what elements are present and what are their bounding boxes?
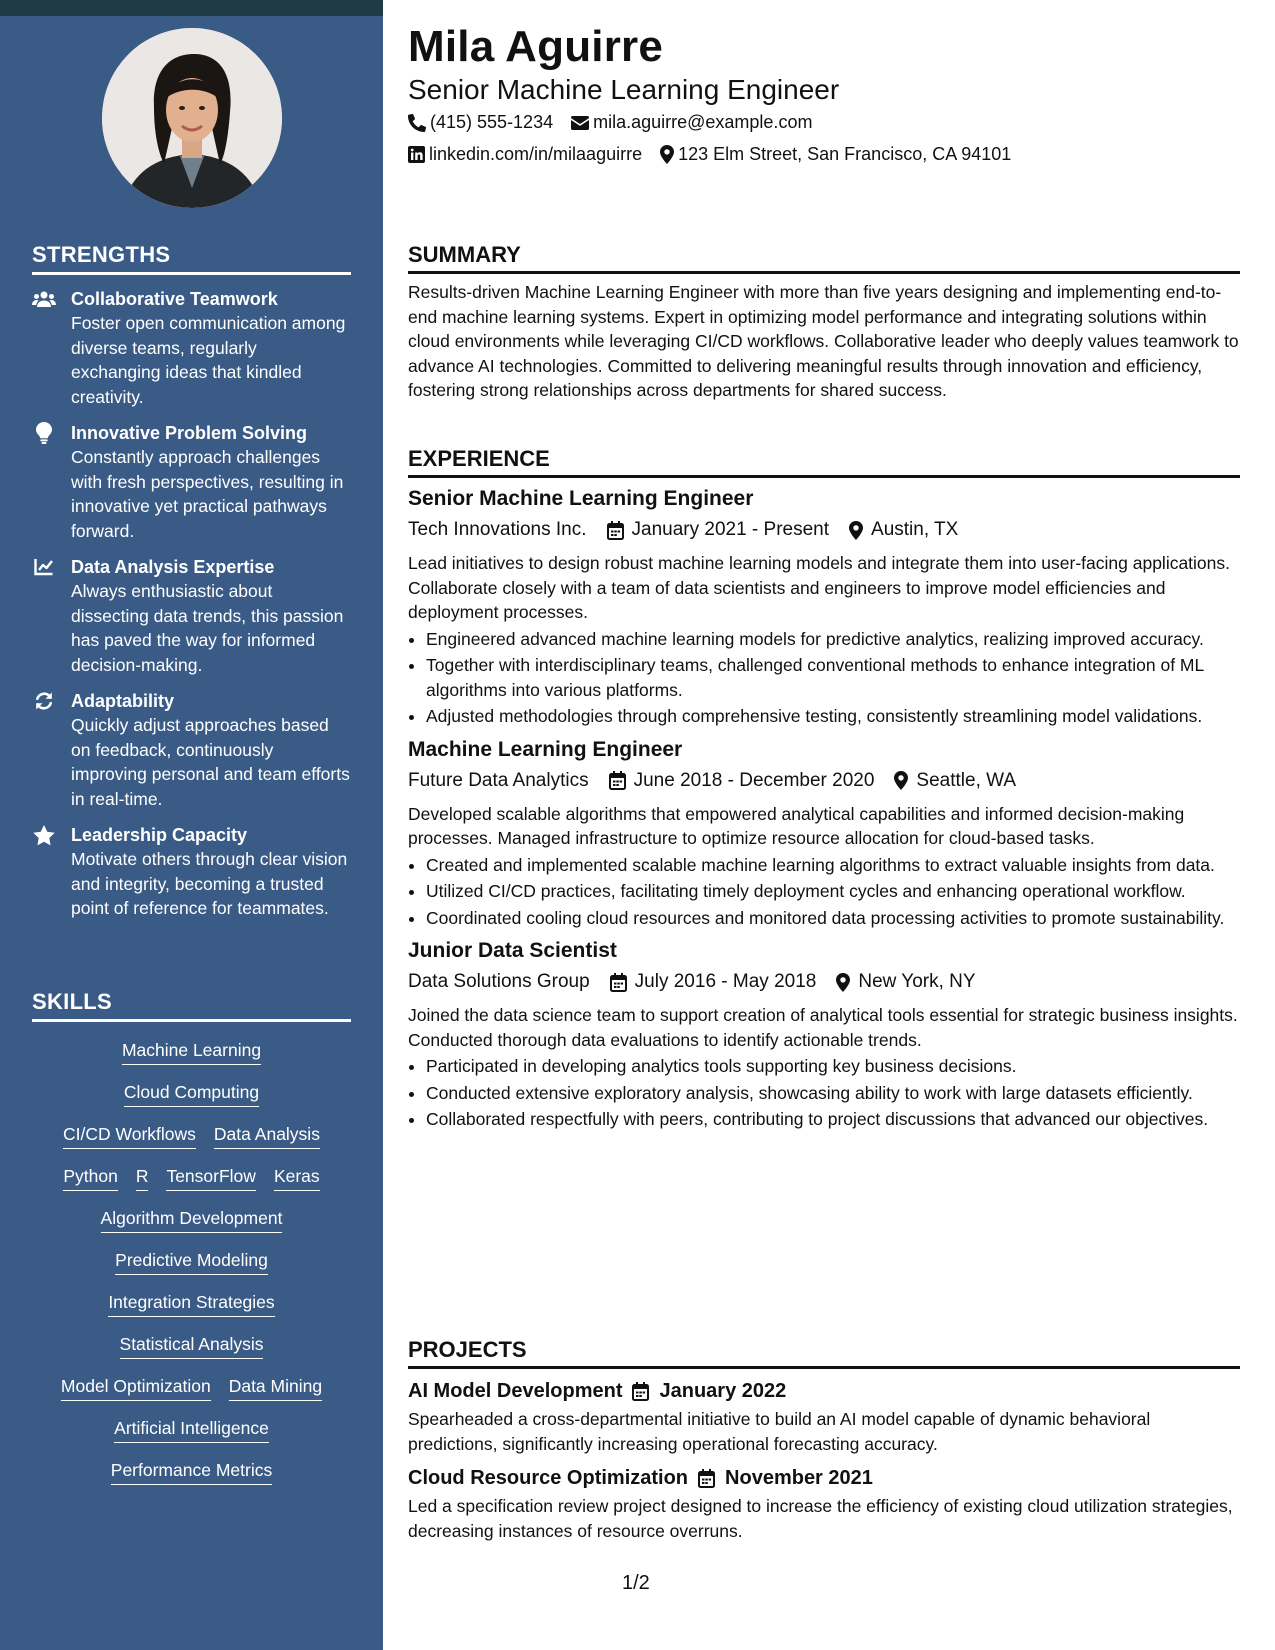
skill-tag: Python [63,1164,117,1191]
job-dates: January 2021 - Present [631,519,830,540]
star-icon [32,824,56,846]
linkedin-icon [408,146,425,163]
job-meta [408,967,1240,997]
skill-row [124,1080,259,1107]
chart-line-icon [32,556,56,578]
job-company: Tech Innovations Inc. [408,519,587,540]
skill-row [120,1332,264,1359]
strength-description: Quickly adjust approaches based on feedback, continuously improving personal and team efforts in real-time. [71,715,350,809]
project-title: AI Model Development [408,1380,623,1402]
list-item: • Engineered advanced machine learning models for predictive analytics, realizing improved accuracy. [426,627,1240,652]
sidebar-top-bar [0,0,383,16]
list-item: • Coordinated cooling cloud resources and monitored data processing activities to promote sustainability. [426,906,1240,931]
job-meta [408,766,1240,796]
list-item: • Conducted extensive exploratory analysis, showcasing ability to work with large datasets efficiently. [426,1081,1240,1106]
job-entry [408,485,1240,729]
strength-item [32,823,351,921]
project-header [408,1377,1240,1405]
job-meta [408,515,1240,545]
sync-icon [32,690,56,712]
skill-tag: Artificial Intelligence [114,1416,269,1443]
list-item: • Collaborated respectfully with peers, contributing to project discussions that advanced our objectives. [426,1107,1240,1132]
contact-row [408,112,812,133]
project-entry [408,1377,1240,1456]
calendar-icon [607,521,624,540]
project-date: January 2022 [659,1380,787,1402]
summary-section [408,242,1240,403]
strength-description: Always enthusiastic about dissecting data trends, this passion has paved the way for informed decision-making. [71,581,344,675]
strength-item [32,555,351,677]
sidebar [0,16,383,1650]
strength-description: Motivate others through clear vision and integrity, becoming a trusted point of reference for teammates. [71,849,348,918]
list-item: • Participated in developing analytics tools supporting key business decisions. [426,1054,1240,1079]
skill-row [63,1164,319,1191]
strength-title: Leadership Capacity [71,825,248,845]
strength-description: Constantly approach challenges with fresh perspectives, resulting in innovative yet practical pathways forward. [71,447,344,541]
skill-tag: Statistical Analysis [120,1332,264,1359]
skill-tag: Predictive Modeling [115,1248,268,1275]
skill-tag: Machine Learning [122,1038,261,1065]
contact-email [571,112,812,133]
map-marker-icon [894,771,908,790]
strength-item [32,689,351,811]
job-role: Machine Learning Engineer [408,737,683,761]
skill-row [115,1248,268,1275]
skill-tag: R [136,1164,149,1191]
skill-tag: Model Optimization [61,1374,211,1401]
email-link[interactable]: mila.aguirre@example.com [593,112,813,132]
project-entry [408,1464,1240,1543]
contact-row [408,144,1011,165]
skill-tag: Performance Metrics [111,1458,272,1485]
job-company: Future Data Analytics [408,769,589,791]
linkedin-link[interactable]: linkedin.com/in/milaaguirre [429,144,643,164]
strength-title: Adaptability [71,691,175,711]
map-marker-icon [660,145,674,164]
address-text: 123 Elm Street, San Francisco, CA 94101 [678,144,1012,164]
strength-title: Innovative Problem Solving [71,423,308,443]
job-entry [408,937,1240,1132]
job-entry [408,736,1240,931]
job-bullets [426,1054,1240,1132]
summary-text: Results-driven Machine Learning Engineer with more than five years designing and implementing end-to-end machine learning systems. Expert in optimizing model performance and integrating solutions within cloud environments while leveraging CI/CD workflows. Collaborative leader who deeply values teamwork to advance AI technologies. Committed to delivering meaningful results through innovation and efficiency, fostering strong relationships across departments for shared success. [408,282,1239,400]
map-marker-icon [849,521,863,540]
skills-heading: SKILLS [32,989,351,1022]
strength-item [32,421,351,543]
list-item: • Together with interdisciplinary teams, challenged conventional methods to enhance integration of ML algorithms into various platforms. [426,653,1240,702]
experience-section [408,446,1240,1132]
skill-tag: Data Analysis [214,1122,320,1149]
skill-row [122,1038,261,1065]
job-role: Senior Machine Learning Engineer [408,487,754,510]
skill-tag: Data Mining [229,1374,322,1401]
projects-section [408,1337,1240,1543]
strengths-section [32,242,351,921]
job-description: Lead initiatives to design robust machine learning models and integrate them into user-facing applications. Collaborate closely with a team of data scientists and engineers to improve model efficiencies and deployment processes. [408,553,1231,622]
skill-row [114,1416,269,1443]
job-description: Developed scalable algorithms that empowered analytical capabilities and informed decision-making processes. Managed infrastructure to optimize resource allocation for cloud-based tasks. [408,803,1185,848]
skill-tag: Keras [274,1164,320,1191]
list-item: • Created and implemented scalable machine learning algorithms to extract valuable insights from data. [426,853,1240,878]
phone-icon [408,114,426,132]
contact-address [660,144,1011,165]
skill-tag: CI/CD Workflows [63,1122,196,1149]
project-title: Cloud Resource Optimization [408,1467,689,1489]
strengths-heading: STRENGTHS [32,242,351,275]
strength-description: Foster open communication among diverse teams, regularly exchanging ideas that kindled creativity. [71,313,346,407]
calendar-icon [632,1382,649,1401]
skills-section [32,989,351,1485]
skill-tag: Integration Strategies [108,1290,274,1317]
job-dates: June 2018 - December 2020 [633,769,875,791]
skill-row [61,1374,322,1401]
calendar-icon [698,1469,715,1488]
strength-item [32,287,351,409]
project-description: Spearheaded a cross-departmental initiative to build an AI model capable of dynamic behavioral predictions, significantly increasing operational forecasting accuracy. [408,1409,1151,1454]
job-location: Seattle, WA [916,769,1017,791]
job-description: Joined the data science team to support creation of analytical tools essential for strategic business insights. Conducted thorough data evaluations to identify actionable trends. [408,1005,1238,1050]
job-location: Austin, TX [871,519,959,540]
calendar-icon [610,973,627,992]
profile-photo [102,28,282,208]
skill-row [63,1122,320,1149]
job-bullets [426,627,1240,729]
calendar-icon [609,771,626,790]
list-item: • Adjusted methodologies through comprehensive testing, consistently streamlining model validations. [426,704,1240,729]
skill-tag: Cloud Computing [124,1080,259,1107]
phone-text[interactable]: (415) 555-1234 [430,112,554,132]
skill-row [111,1458,272,1485]
strength-title: Collaborative Teamwork [71,289,278,309]
map-marker-icon [836,973,850,992]
job-location: New York, NY [858,971,976,992]
project-header [408,1464,1240,1492]
page-number: 1/2 [622,1572,650,1594]
project-date: November 2021 [725,1467,873,1489]
skill-tag: TensorFlow [166,1164,255,1191]
envelope-icon [571,116,589,130]
experience-heading: EXPERIENCE [408,446,1240,478]
skill-tag: Algorithm Development [101,1206,283,1233]
strength-title: Data Analysis Expertise [71,557,275,577]
contact-linkedin [408,144,642,165]
candidate-title: Senior Machine Learning Engineer [408,74,840,105]
projects-heading: PROJECTS [408,1337,1240,1369]
contact-phone [408,112,553,133]
users-icon [32,288,56,310]
summary-heading: SUMMARY [408,242,1240,274]
job-role: Junior Data Scientist [408,939,617,962]
job-bullets [426,853,1240,931]
job-company: Data Solutions Group [408,971,590,992]
skill-row [108,1290,274,1317]
candidate-name: Mila Aguirre [408,22,664,71]
project-description: Led a specification review project designed to increase the efficiency of existing cloud utilization strategies, decreasing instances of resource overruns. [408,1496,1233,1541]
lightbulb-icon [32,422,56,444]
job-dates: July 2016 - May 2018 [634,971,817,992]
list-item: • Utilized CI/CD practices, facilitating timely deployment cycles and enhancing operational workflow. [426,879,1240,904]
skills-list [32,1038,351,1485]
skill-row [101,1206,283,1233]
